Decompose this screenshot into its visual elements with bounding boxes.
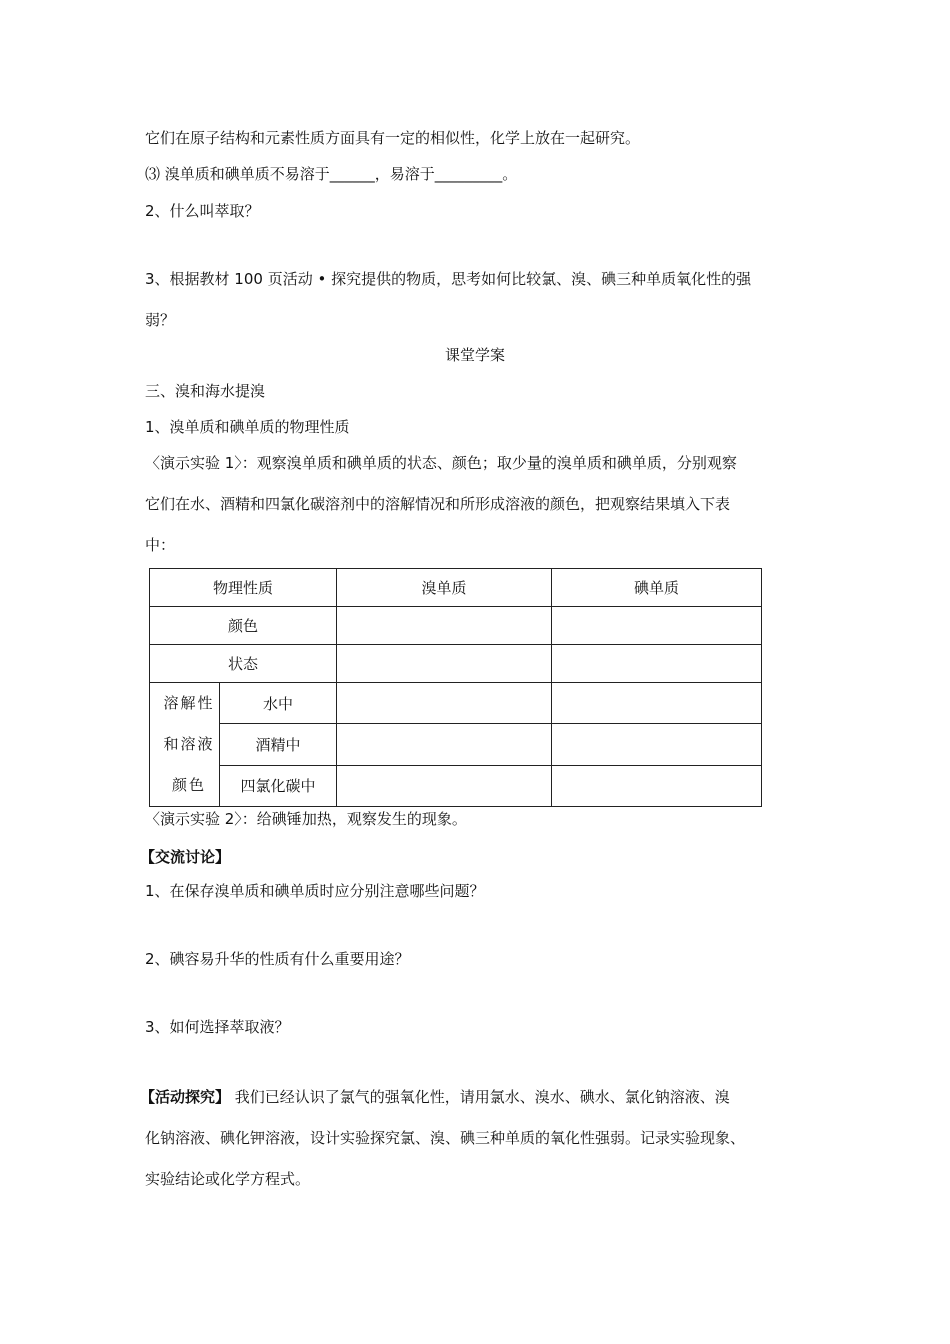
- table-header-cell: 碘单质: [552, 569, 762, 607]
- table-cell: 水中: [220, 683, 337, 724]
- discussion-heading: 【交流讨论】: [140, 848, 231, 866]
- demo-1-line-1: 〈演示实验 1〉：观察溴单质和碘单质的状态、颜色；取少量的溴单质和碘单质，分别观察: [145, 454, 737, 472]
- table-row: [150, 765, 762, 806]
- table-row: [150, 683, 762, 724]
- demo-2: 〈演示实验 2〉：给碘锤加热，观察发生的现象。: [145, 810, 467, 828]
- demo-1-line-2: 它们在水、酒精和四氯化碳溶剂中的溶解情况和所形成溶液的颜色，把观察结果填入下表: [145, 495, 731, 513]
- text-line: 它们在原子结构和元素性质方面具有一定的相似性，化学上放在一起研究。: [145, 129, 641, 147]
- solubility-label-line: 颜色: [171, 776, 206, 794]
- answer-cell[interactable]: [552, 683, 762, 724]
- activity-text: 我们已经认识了氯气的强氧化性，请用氯水、溴水、碘水、氯化钠溶液、溴: [230, 1088, 730, 1106]
- table-row: [150, 724, 762, 765]
- question-2: 2、什么叫萃取？: [145, 202, 260, 220]
- solubility-label-line: 和溶液: [163, 735, 215, 753]
- table-cell: 酒精中: [220, 724, 337, 765]
- answer-cell[interactable]: [337, 645, 552, 683]
- activity-heading: 【活动探究】: [140, 1088, 231, 1106]
- table-row: [150, 569, 762, 607]
- discussion-question: 1、在保存溴单质和碘单质时应分别注意哪些问题？: [145, 882, 485, 900]
- section-title: 课堂学案: [444, 346, 505, 364]
- answer-cell[interactable]: [552, 645, 762, 683]
- table-cell: 状态: [150, 645, 337, 683]
- physical-properties-table: [149, 568, 762, 807]
- question-3-fill-blank: ⑶ 溴单质和碘单质不易溶于______，易溶于_________。: [145, 165, 518, 183]
- table-row: [150, 607, 762, 645]
- table-cell: 颜色: [150, 607, 337, 645]
- answer-cell[interactable]: [337, 724, 552, 765]
- answer-cell[interactable]: [337, 765, 552, 806]
- table-header-cell: 物理性质: [150, 569, 337, 607]
- question-3-line-1: 3、根据教材 100 页活动 • 探究提供的物质，思考如何比较氯、溴、碘三种单质氧化性的强: [145, 270, 752, 288]
- answer-cell[interactable]: [337, 683, 552, 724]
- answer-cell[interactable]: [552, 765, 762, 806]
- table-row: [150, 645, 762, 683]
- answer-cell[interactable]: [337, 607, 552, 645]
- demo-1-line-3: 中：: [145, 536, 176, 554]
- question-3-line-2: 弱？: [145, 311, 176, 329]
- discussion-question: 2、碘容易升华的性质有什么重要用途？: [145, 950, 410, 968]
- table-header-cell: 溴单质: [337, 569, 552, 607]
- sub-heading: 1、溴单质和碘单质的物理性质: [145, 418, 350, 436]
- section-heading: 三、溴和海水提溴: [145, 382, 266, 400]
- answer-cell[interactable]: [552, 724, 762, 765]
- solubility-label-cell: [150, 683, 220, 807]
- table-cell: 四氯化碳中: [220, 765, 337, 806]
- activity-line-2: 化钠溶液、碘化钾溶液，设计实验探究氯、溴、碘三种单质的氧化性强弱。记录实验现象、: [145, 1129, 746, 1147]
- discussion-question: 3、如何选择萃取液？: [145, 1018, 290, 1036]
- answer-cell[interactable]: [552, 607, 762, 645]
- solubility-label-line: 溶解性: [163, 694, 215, 712]
- activity-line-3: 实验结论或化学方程式。: [145, 1170, 311, 1188]
- activity-line-1: [140, 1087, 730, 1107]
